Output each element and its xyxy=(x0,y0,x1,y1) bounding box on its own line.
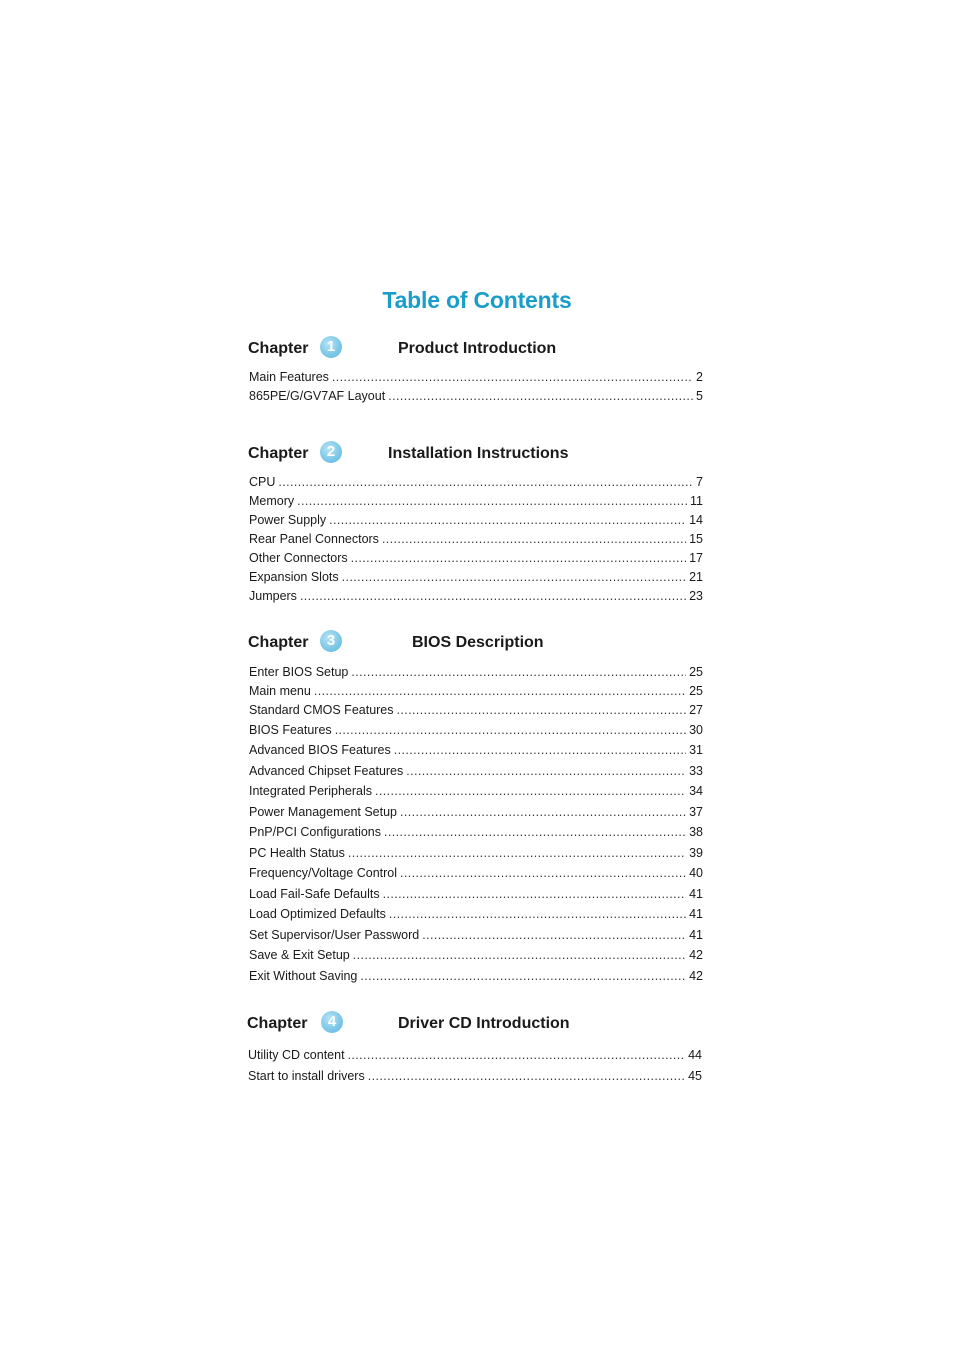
toc-entry-page: 40 xyxy=(689,866,703,880)
toc-entry[interactable] xyxy=(249,945,703,966)
dot-leader xyxy=(314,682,686,701)
toc-entry-label: Memory xyxy=(249,494,295,508)
toc-entry-label: Exit Without Saving xyxy=(249,969,358,983)
chapter-1-entries xyxy=(249,368,703,406)
chapter-number-badge: 1 xyxy=(320,336,342,358)
toc-entry[interactable] xyxy=(249,884,703,904)
dot-leader xyxy=(397,701,687,720)
toc-entry[interactable] xyxy=(249,822,703,843)
chapter-3-entries xyxy=(249,663,703,986)
toc-entry-label: Start to install drivers xyxy=(248,1069,365,1083)
dot-leader xyxy=(351,663,686,682)
toc-entry-page: 23 xyxy=(689,589,703,603)
toc-entry-label: Main menu xyxy=(249,684,311,698)
toc-entry-label: Advanced Chipset Features xyxy=(249,764,404,778)
toc-entry-page: 2 xyxy=(696,370,703,384)
dot-leader xyxy=(353,945,686,966)
toc-entry-label: Standard CMOS Features xyxy=(249,703,394,717)
chapter-number-badge: 3 xyxy=(320,630,342,652)
dot-leader xyxy=(348,843,686,863)
chapter-title: Installation Instructions xyxy=(388,445,569,462)
toc-entry[interactable] xyxy=(249,663,703,682)
chapter-4-entries xyxy=(248,1045,702,1087)
toc-entry-page: 34 xyxy=(689,784,703,798)
toc-entry[interactable] xyxy=(249,530,703,549)
dot-leader xyxy=(422,925,686,945)
toc-entry-label: Jumpers xyxy=(249,589,297,603)
toc-entry-label: Load Optimized Defaults xyxy=(249,907,386,921)
dot-leader xyxy=(388,387,693,406)
chapter-label: Chapter xyxy=(248,634,309,651)
dot-leader xyxy=(300,587,686,606)
dot-leader xyxy=(368,1066,685,1087)
toc-entry-label: Integrated Peripherals xyxy=(249,784,372,798)
toc-entry[interactable] xyxy=(249,387,703,406)
toc-entry-label: PC Health Status xyxy=(249,846,345,860)
toc-entry-page: 21 xyxy=(689,570,703,584)
toc-entry[interactable] xyxy=(249,368,703,387)
toc-entry-page: 17 xyxy=(689,551,703,565)
dot-leader xyxy=(348,1045,686,1066)
chapter-label: Chapter xyxy=(247,1015,308,1032)
toc-entry-page: 44 xyxy=(688,1048,702,1062)
toc-entry-label: Other Connectors xyxy=(249,551,348,565)
toc-entry[interactable] xyxy=(249,740,703,761)
toc-entry-page: 41 xyxy=(689,928,703,942)
chapter-number-badge: 4 xyxy=(321,1011,343,1033)
dot-leader xyxy=(278,473,693,492)
chapter-2-header xyxy=(248,441,708,469)
toc-entry[interactable] xyxy=(249,863,703,884)
dot-leader xyxy=(360,966,686,986)
toc-entry[interactable] xyxy=(249,682,703,701)
chapter-2-entries xyxy=(249,473,703,606)
toc-entry-label: 865PE/G/GV7AF Layout xyxy=(249,389,386,403)
toc-entry[interactable] xyxy=(249,904,703,925)
toc-entry[interactable] xyxy=(249,781,703,802)
dot-leader xyxy=(329,511,686,530)
chapter-title: Driver CD Introduction xyxy=(398,1015,570,1032)
dot-leader xyxy=(400,863,686,884)
chapter-label: Chapter xyxy=(248,445,309,462)
toc-entry-page: 15 xyxy=(689,532,703,546)
toc-entry-page: 7 xyxy=(696,475,703,489)
toc-entry-page: 38 xyxy=(689,825,703,839)
toc-entry[interactable] xyxy=(249,802,703,822)
toc-entry-page: 30 xyxy=(689,723,703,737)
toc-entry-page: 42 xyxy=(689,969,703,983)
toc-entry-page: 25 xyxy=(689,665,703,679)
chapter-label: Chapter xyxy=(248,340,309,357)
toc-entry-page: 41 xyxy=(689,887,703,901)
toc-entry[interactable] xyxy=(249,843,703,863)
toc-entry-page: 27 xyxy=(689,703,703,717)
dot-leader xyxy=(394,740,686,761)
toc-entry-label: Power Management Setup xyxy=(249,805,398,819)
toc-entry[interactable] xyxy=(249,925,703,945)
toc-entry-page: 11 xyxy=(690,494,703,508)
chapter-number-badge: 2 xyxy=(320,441,342,463)
toc-entry-label: Utility CD content xyxy=(248,1048,345,1062)
toc-entry-label: Advanced BIOS Features xyxy=(249,743,391,757)
toc-entry-page: 42 xyxy=(689,948,703,962)
toc-entry-label: Rear Panel Connectors xyxy=(249,532,379,546)
dot-leader xyxy=(389,904,686,925)
dot-leader xyxy=(297,492,687,511)
dot-leader xyxy=(384,822,686,843)
toc-entry[interactable] xyxy=(249,473,703,492)
toc-entry-label: PnP/PCI Configurations xyxy=(249,825,382,839)
toc-entry-page: 25 xyxy=(689,684,703,698)
toc-entry-page: 5 xyxy=(696,389,703,403)
dot-leader xyxy=(406,761,686,781)
toc-entry-label: Enter BIOS Setup xyxy=(249,665,349,679)
chapter-4-header xyxy=(248,1011,708,1039)
dot-leader xyxy=(383,884,686,904)
toc-entry[interactable] xyxy=(249,761,703,781)
dot-leader xyxy=(375,781,686,802)
toc-entry-label: Frequency/Voltage Control xyxy=(249,866,398,880)
toc-entry[interactable] xyxy=(249,966,703,986)
toc-entry[interactable] xyxy=(249,492,703,511)
toc-entry-page: 33 xyxy=(689,764,703,778)
toc-entry[interactable] xyxy=(249,568,703,587)
toc-entry[interactable] xyxy=(249,511,703,530)
chapter-1-header xyxy=(248,336,708,364)
toc-entry-page: 37 xyxy=(689,805,703,819)
toc-entry-label: Set Supervisor/User Password xyxy=(249,928,420,942)
page-title: Table of Contents xyxy=(382,287,572,313)
dot-leader xyxy=(342,568,686,587)
toc-entry[interactable] xyxy=(249,549,703,568)
toc-entry[interactable] xyxy=(248,1066,702,1087)
toc-entry-page: 45 xyxy=(688,1069,702,1083)
toc-entry-label: BIOS Features xyxy=(249,723,332,737)
toc-entry-page: 14 xyxy=(689,513,703,527)
toc-entry-label: Save & Exit Setup xyxy=(249,948,350,962)
toc-entry-label: Main Features xyxy=(249,370,329,384)
toc-entry[interactable] xyxy=(249,701,703,720)
chapter-3-header xyxy=(248,630,708,658)
toc-entry-label: CPU xyxy=(249,475,276,489)
dot-leader xyxy=(335,720,686,740)
toc-entry-label: Expansion Slots xyxy=(249,570,339,584)
chapter-title: Product Introduction xyxy=(398,340,557,357)
toc-entry-page: 31 xyxy=(689,743,703,757)
dot-leader xyxy=(332,368,693,387)
dot-leader xyxy=(351,549,686,568)
toc-entry-label: Load Fail-Safe Defaults xyxy=(249,887,380,901)
toc-entry-label: Power Supply xyxy=(249,513,327,527)
chapter-title: BIOS Description xyxy=(412,634,544,651)
toc-entry-page: 41 xyxy=(689,907,703,921)
dot-leader xyxy=(400,802,686,822)
toc-entry[interactable] xyxy=(248,1045,702,1066)
dot-leader xyxy=(382,530,686,549)
toc-entry-page: 39 xyxy=(689,846,703,860)
toc-entry[interactable] xyxy=(249,720,703,740)
toc-entry[interactable] xyxy=(249,587,703,606)
